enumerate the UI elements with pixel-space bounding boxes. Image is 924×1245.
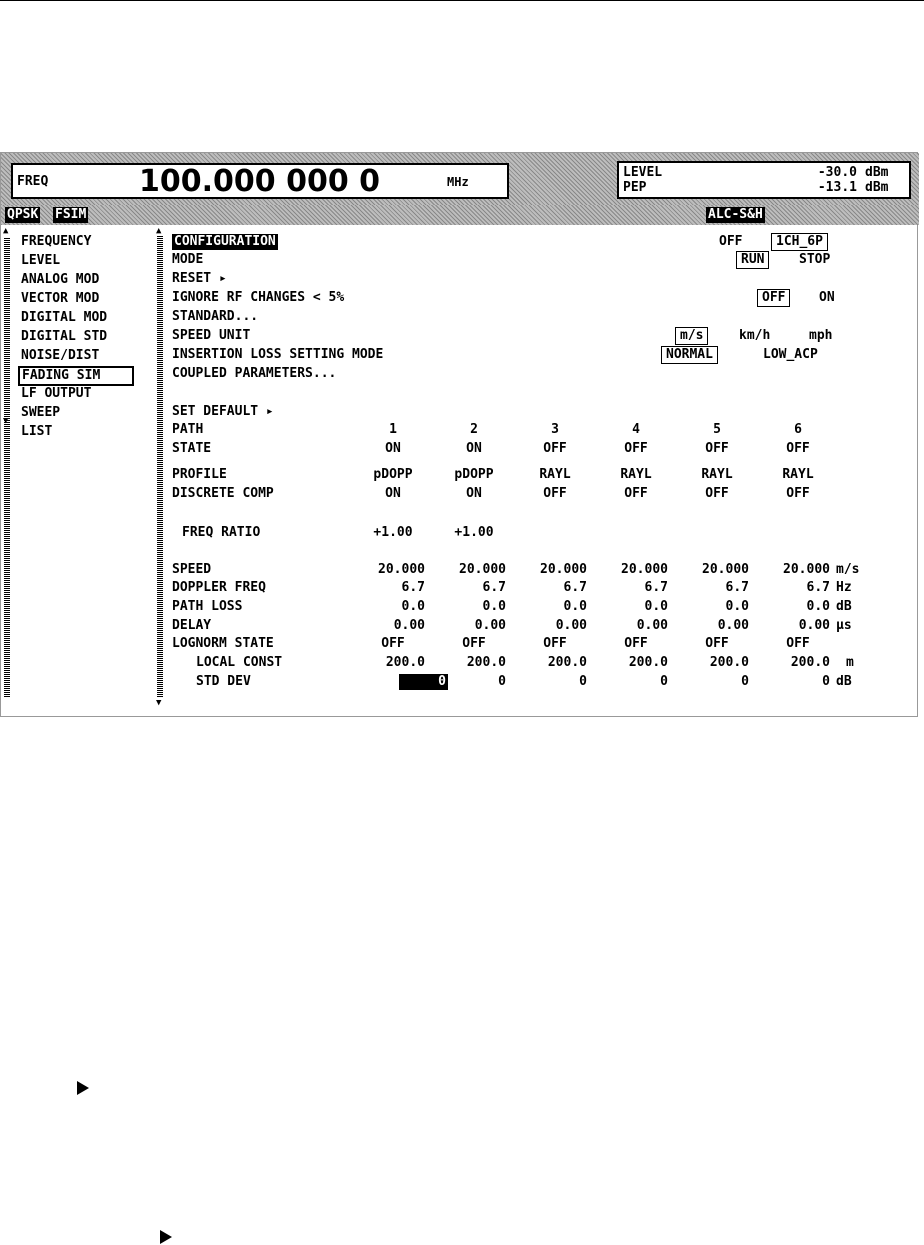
freq-ratio-cell[interactable]: +1.00 xyxy=(454,525,494,540)
speed-unit-ms-option[interactable]: m/s xyxy=(675,327,708,345)
state-cell[interactable]: OFF xyxy=(705,441,729,456)
standard-button[interactable]: STANDARD... xyxy=(172,309,259,324)
lognorm-cell[interactable]: OFF xyxy=(381,636,405,651)
lognorm-cell[interactable]: OFF xyxy=(624,636,648,651)
discrete-cell[interactable]: ON xyxy=(466,486,482,501)
set-default-button[interactable]: SET DEFAULT ▸ xyxy=(172,404,274,419)
profile-cell[interactable]: pDOPP xyxy=(373,467,413,482)
profile-cell[interactable]: RAYL xyxy=(782,467,814,482)
discrete-cell[interactable]: OFF xyxy=(624,486,648,501)
local-const-cell[interactable]: 200.0 xyxy=(466,655,506,670)
std-dev-cell[interactable]: 0 xyxy=(498,674,506,689)
bullet-arrow-icon xyxy=(160,1230,172,1244)
discrete-cell[interactable]: ON xyxy=(385,486,401,501)
delay-cell[interactable]: 0.00 xyxy=(636,618,668,633)
state-cell[interactable]: OFF xyxy=(543,441,567,456)
std-dev-cell[interactable]: 0 xyxy=(579,674,587,689)
path-header: 5 xyxy=(713,422,721,437)
menu-item-digital-std[interactable]: DIGITAL STD xyxy=(21,329,108,344)
local-const-cell[interactable]: 200.0 xyxy=(709,655,749,670)
delay-label: DELAY xyxy=(172,618,212,633)
insertion-loss-low-acp-option[interactable]: LOW_ACP xyxy=(763,347,818,362)
std-dev-cell[interactable]: 0 xyxy=(741,674,749,689)
insertion-loss-label[interactable]: INSERTION LOSS SETTING MODE xyxy=(172,347,384,362)
lognorm-cell[interactable]: OFF xyxy=(462,636,486,651)
config-off-option[interactable]: OFF xyxy=(719,234,743,249)
path-header: 4 xyxy=(632,422,640,437)
pep-label: PEP xyxy=(623,180,647,195)
menu-item-vector-mod[interactable]: VECTOR MOD xyxy=(21,291,100,306)
delay-unit: µs xyxy=(836,618,852,633)
speed-cell[interactable]: 20.000 xyxy=(621,562,668,577)
insertion-loss-normal-option[interactable]: NORMAL xyxy=(661,346,718,364)
menu-item-digital-mod[interactable]: DIGITAL MOD xyxy=(21,310,108,325)
speed-cell[interactable]: 20.000 xyxy=(378,562,425,577)
speed-cell[interactable]: 20.000 xyxy=(783,562,830,577)
doppler-cell[interactable]: 6.7 xyxy=(482,580,506,595)
speed-cell[interactable]: 20.000 xyxy=(540,562,587,577)
menu-scroll-up-icon[interactable]: ▲ xyxy=(3,226,9,236)
delay-cell[interactable]: 0.00 xyxy=(555,618,587,633)
path-loss-cell[interactable]: 0.0 xyxy=(725,599,749,614)
local-const-cell[interactable]: 200.0 xyxy=(628,655,668,670)
lognorm-cell[interactable]: OFF xyxy=(786,636,810,651)
config-1ch-6p-option[interactable]: 1CH_6P xyxy=(771,233,828,251)
freq-ratio-label: FREQ RATIO xyxy=(182,525,261,540)
alc-badge: ALC-S&H xyxy=(708,207,763,222)
ignore-rf-label[interactable]: IGNORE RF CHANGES < 5% xyxy=(172,290,345,305)
status-bar xyxy=(1,205,919,225)
profile-cell[interactable]: RAYL xyxy=(539,467,571,482)
profile-cell[interactable]: pDOPP xyxy=(454,467,494,482)
delay-cell[interactable]: 0.00 xyxy=(474,618,506,633)
doppler-cell[interactable]: 6.7 xyxy=(806,580,830,595)
path-loss-cell[interactable]: 0.0 xyxy=(806,599,830,614)
freq-label: FREQ xyxy=(17,174,49,189)
level-value: -30.0 xyxy=(817,165,857,180)
std-dev-unit: dB xyxy=(836,674,852,689)
menu-scroll-down-icon[interactable]: ▼ xyxy=(3,416,9,426)
path-loss-label: PATH LOSS xyxy=(172,599,243,614)
speed-label: SPEED xyxy=(172,562,212,577)
content-scroll-down-icon[interactable]: ▼ xyxy=(156,698,162,708)
mode-label[interactable]: MODE xyxy=(172,252,204,267)
discrete-cell[interactable]: OFF xyxy=(786,486,810,501)
ignore-off-option[interactable]: OFF xyxy=(757,289,790,307)
menu-scrollbar[interactable] xyxy=(4,237,10,697)
state-cell[interactable]: ON xyxy=(466,441,482,456)
speed-cell[interactable]: 20.000 xyxy=(459,562,506,577)
profile-cell[interactable]: RAYL xyxy=(701,467,733,482)
level-display[interactable] xyxy=(617,161,911,199)
page-top-rule xyxy=(0,0,924,1)
menu-item-list[interactable]: LIST xyxy=(21,424,53,439)
speed-unit: m/s xyxy=(836,562,860,577)
configuration-label[interactable]: CONFIGURATION xyxy=(174,234,276,249)
path-header: 3 xyxy=(551,422,559,437)
menu-item-frequency[interactable]: FREQUENCY xyxy=(21,234,92,249)
path-loss-unit: dB xyxy=(836,599,852,614)
speed-cell[interactable]: 20.000 xyxy=(702,562,749,577)
local-const-cell[interactable]: 200.0 xyxy=(790,655,830,670)
std-dev-cell-selected[interactable]: 0 xyxy=(399,674,448,690)
speed-unit-mph-option[interactable]: mph xyxy=(809,328,833,343)
delay-cell[interactable]: 0.00 xyxy=(393,618,425,633)
local-const-label: LOCAL CONST xyxy=(196,655,283,670)
path-loss-cell[interactable]: 0.0 xyxy=(644,599,668,614)
instrument-screen xyxy=(0,152,918,717)
pep-unit: dBm xyxy=(865,180,889,195)
mode-run-option[interactable]: RUN xyxy=(736,251,769,269)
ignore-on-option[interactable]: ON xyxy=(819,290,835,305)
discrete-comp-label: DISCRETE COMP xyxy=(172,486,274,501)
std-dev-cell[interactable]: 0 xyxy=(822,674,830,689)
state-cell[interactable]: ON xyxy=(385,441,401,456)
qpsk-badge: QPSK xyxy=(7,207,39,222)
pep-value: -13.1 xyxy=(817,180,857,195)
reset-button[interactable]: RESET ▸ xyxy=(172,271,227,286)
menu-item-lf-output[interactable]: LF OUTPUT xyxy=(21,386,92,401)
local-const-unit: m xyxy=(846,655,854,670)
doppler-cell[interactable]: 6.7 xyxy=(563,580,587,595)
discrete-cell[interactable]: OFF xyxy=(705,486,729,501)
menu-item-noise-dist[interactable]: NOISE/DIST xyxy=(21,348,100,363)
std-dev-label: STD DEV xyxy=(196,674,251,689)
speed-unit-label[interactable]: SPEED UNIT xyxy=(172,328,251,343)
content-scrollbar[interactable] xyxy=(157,235,163,697)
bullet-arrow-icon xyxy=(77,1081,89,1095)
menu-item-level[interactable]: LEVEL xyxy=(21,253,61,268)
delay-cell[interactable]: 0.00 xyxy=(717,618,749,633)
speed-unit-kmh-option[interactable]: km/h xyxy=(739,328,771,343)
menu-item-sweep[interactable]: SWEEP xyxy=(21,405,61,420)
lognorm-cell[interactable]: OFF xyxy=(543,636,567,651)
path-header: 6 xyxy=(794,422,802,437)
content-scroll-up-icon[interactable]: ▲ xyxy=(156,226,162,236)
lognorm-state-label: LOGNORM STATE xyxy=(172,636,274,651)
lognorm-cell[interactable]: OFF xyxy=(705,636,729,651)
coupled-parameters-button[interactable]: COUPLED PARAMETERS... xyxy=(172,366,337,381)
fading-sim-panel xyxy=(153,225,919,718)
path-header: 1 xyxy=(389,422,397,437)
level-label: LEVEL xyxy=(623,165,663,180)
profile-label: PROFILE xyxy=(172,467,227,482)
doppler-cell[interactable]: 6.7 xyxy=(401,580,425,595)
doppler-cell[interactable]: 6.7 xyxy=(644,580,668,595)
path-header: 2 xyxy=(470,422,478,437)
level-unit: dBm xyxy=(865,165,889,180)
path-label: PATH xyxy=(172,422,204,437)
freq-value: 100.000 000 0 xyxy=(139,164,381,199)
doppler-unit: Hz xyxy=(836,580,852,595)
freq-unit: MHz xyxy=(447,175,469,189)
mode-stop-option[interactable]: STOP xyxy=(799,252,831,267)
local-const-cell[interactable]: 200.0 xyxy=(385,655,425,670)
menu-item-fading-sim[interactable]: FADING SIM xyxy=(18,366,134,386)
path-loss-cell[interactable]: 0.0 xyxy=(563,599,587,614)
menu-item-analog-mod[interactable]: ANALOG MOD xyxy=(21,272,100,287)
fsim-badge: FSIM xyxy=(55,207,87,222)
profile-cell[interactable]: RAYL xyxy=(620,467,652,482)
path-loss-cell[interactable]: 0.0 xyxy=(401,599,425,614)
frequency-display[interactable] xyxy=(11,163,509,199)
delay-cell[interactable]: 0.00 xyxy=(798,618,830,633)
doppler-cell[interactable]: 6.7 xyxy=(725,580,749,595)
main-menu xyxy=(1,225,153,718)
state-cell[interactable]: OFF xyxy=(624,441,648,456)
freq-ratio-cell[interactable]: +1.00 xyxy=(373,525,413,540)
path-loss-cell[interactable]: 0.0 xyxy=(482,599,506,614)
std-dev-cell[interactable]: 0 xyxy=(660,674,668,689)
local-const-cell[interactable]: 200.0 xyxy=(547,655,587,670)
state-label: STATE xyxy=(172,441,212,456)
doppler-freq-label: DOPPLER FREQ xyxy=(172,580,266,595)
discrete-cell[interactable]: OFF xyxy=(543,486,567,501)
state-cell[interactable]: OFF xyxy=(786,441,810,456)
